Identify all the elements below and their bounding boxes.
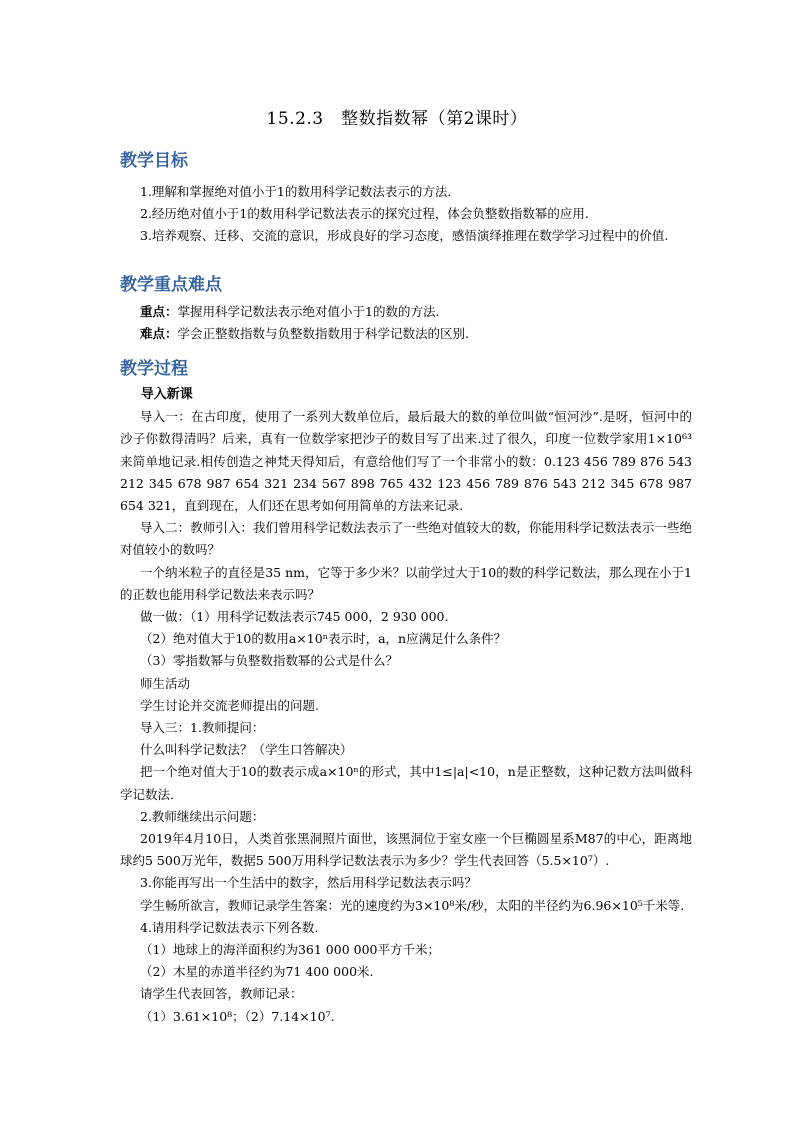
paragraph: 什么叫科学记数法？（学生口答解决） xyxy=(140,742,353,758)
paragraph: 3.你能再写出一个生活中的数字，然后用科学记数法表示吗？ xyxy=(140,875,477,891)
section-heading-objectives: 教学目标 xyxy=(120,151,188,171)
paragraph: 学生畅所欲言，教师记录学生答案：光的速度约为3×10⁸米/秒，太阳的半径约为6.96×10⁵千米等. xyxy=(140,897,685,913)
paragraph: （2）绝对值大于10的数用a×10ⁿ表示时，a，n应满足什么条件？ xyxy=(140,631,507,647)
paragraph: 师生活动 xyxy=(140,675,191,691)
objective-item: 1.理解和掌握绝对值小于1的数用科学记数法表示的方法. xyxy=(140,184,452,199)
page-title: 15.2.3 整数指数幂（第2课时） xyxy=(266,109,528,129)
objective-item: 3.培养观察、迁移、交流的意识，形成良好的学习态度，感悟演绎推理在数学学习过程中的价值. xyxy=(140,228,669,244)
paragraph: 导入二：教师引入：我们曾用科学记数法表示了一些绝对值较大的数，你能用科学记数法表示一些绝对值较小的数吗？ xyxy=(120,520,692,558)
paragraph: 4.请用科学记数法表示下列各数. xyxy=(140,919,319,935)
difficult-label: 难点： xyxy=(140,326,178,342)
paragraph: 学生讨论并交流老师提出的问题. xyxy=(140,697,319,713)
subheading-intro: 导入新课 xyxy=(140,387,193,402)
paragraph: 2019年4月10日，人类首张黑洞照片面世，该黑洞位于室女座一个巨椭圆星系M87的中心，距离地球约5 500万光年，数据5 500万用科学记数法表示为多少？学生代表回答（5.5×10⁷）. xyxy=(120,831,692,869)
keypoints-block xyxy=(120,301,692,345)
paragraph: 2.教师继续出示问题： xyxy=(140,808,265,824)
paragraph: 请学生代表回答，教师记录： xyxy=(140,986,303,1002)
difficult-point xyxy=(120,323,692,345)
paragraph: （1）地球上的海洋面积约为361 000 000平方千米； xyxy=(140,942,440,958)
paragraph: 导入一：在古印度，使用了一系列大数单位后，最后最大的数的单位叫做“恒河沙”.是呀，恒河中的沙子你数得清吗？后来，真有一位数学家把沙子的数目写了出来.过了很久，印度一位数学家用1×10⁶³来简单地记录.相传创造之神梵天得知后，有意给他们写了一个非常小的数：0.123 456 789 876 543 212 345 678 987 654 321 234 567 898 765 432 123 456 789 876 543 212 345 678 987 654 321，直到现在，人们还在思考如何用简单的方法来记录. xyxy=(120,409,692,514)
paragraph: （3）零指数幂与负整数指数幂的公式是什么？ xyxy=(140,653,398,669)
paragraph: （2）木星的赤道半径约为71 400 000米. xyxy=(140,964,374,980)
key-point xyxy=(120,301,692,323)
key-label: 重点： xyxy=(140,304,178,319)
paragraph: 把一个绝对值大于10的数表示成a×10ⁿ的形式，其中1≤|a|<10，n是正整数，这种记数方法叫做科学记数法. xyxy=(120,764,692,802)
paragraph: （1）3.61×10⁸；（2）7.14×10⁷. xyxy=(140,1008,335,1024)
paragraph: 做一做：（1）用科学记数法表示745 000，2 930 000. xyxy=(140,609,449,625)
objective-item: 2.经历绝对值小于1的数用科学记数法表示的探究过程，体会负整数指数幂的应用. xyxy=(140,206,589,222)
difficult-text: 学会正整数指数与负整数指数用于科学记数法的区别. xyxy=(177,326,469,342)
key-text: 掌握用科学记数法表示绝对值小于1的数的方法. xyxy=(177,304,440,319)
section-heading-process: 教学过程 xyxy=(120,359,188,379)
process-block xyxy=(120,384,692,1028)
paragraph: 一个纳米粒子的直径是35 nm，它等于多少米？以前学过大于10的数的科学记数法，那么现在小于1的正数也能用科学记数法来表示吗？ xyxy=(120,564,692,602)
section-heading-keypoints: 教学重点难点 xyxy=(120,275,222,295)
objectives-list xyxy=(120,181,692,248)
paragraph: 导入三：1.教师提问： xyxy=(140,720,265,736)
